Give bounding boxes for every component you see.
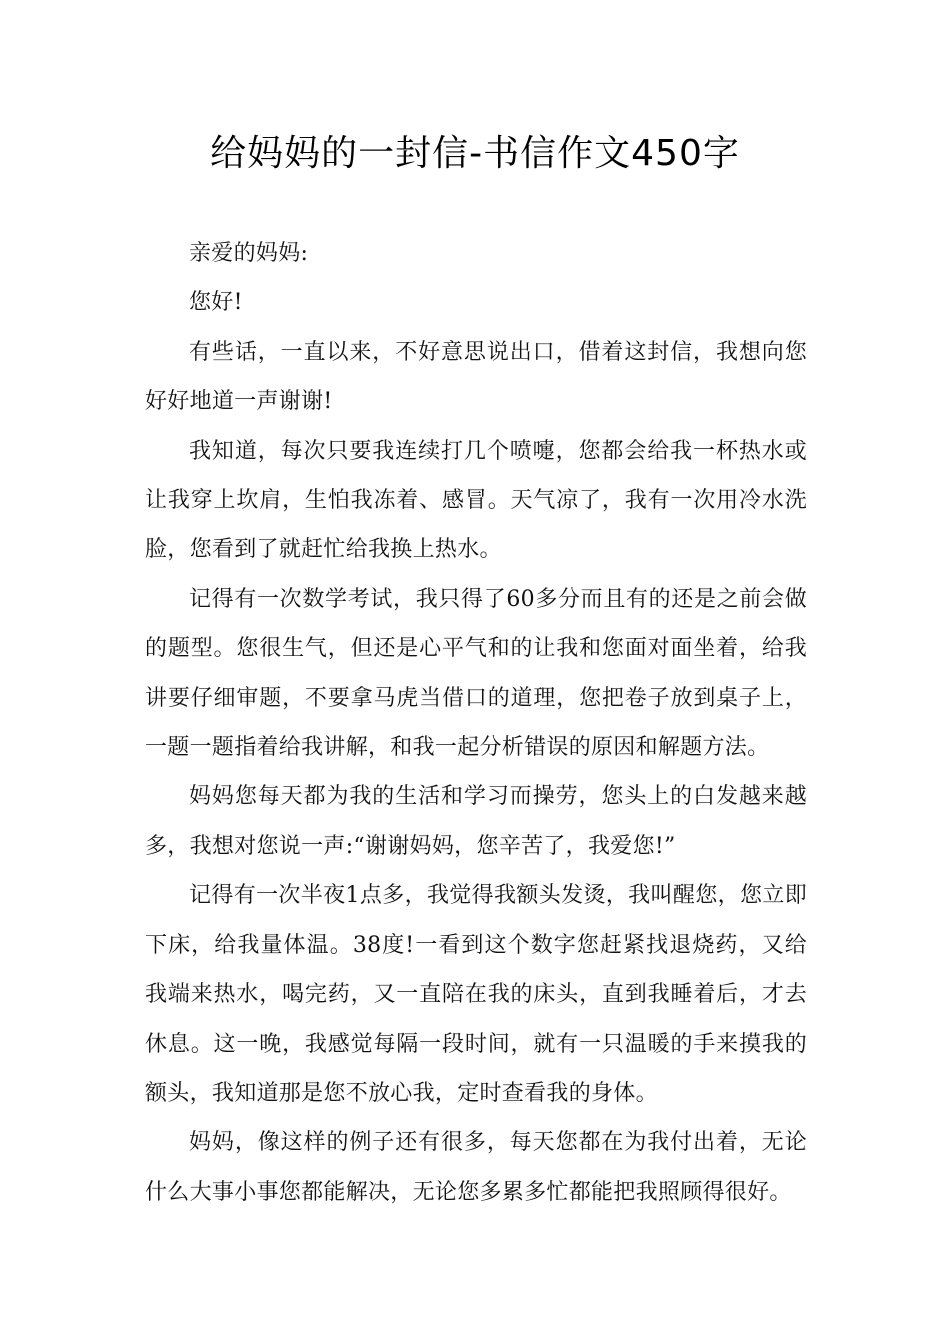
paragraph: 记得有一次半夜1点多，我觉得我额头发烫，我叫醒您，您立即下床，给我量体温。38度!一看到这个数字您赶紧找退烧药，又给我端来热水，喝完药，又一直陪在我的床头，直到我睡着后，才去休息。这一晚，我感觉每隔一段时间，就有一只温暖的手来摸我的额头，我知道那是您不放心我，定时查看我的身体。 bbox=[145, 883, 807, 1106]
document-title: 给妈妈的一封信-书信作文450字 bbox=[210, 133, 740, 174]
paragraph: 有些话，一直以来，不好意思说出口，借着这封信，我想向您好好地道一声谢谢! bbox=[145, 339, 807, 415]
salutation: 亲爱的妈妈: bbox=[189, 241, 309, 266]
letter-body bbox=[145, 229, 807, 1217]
paragraph: 我知道，每次只要我连续打几个喷嚏，您都会给我一杯热水或让我穿上坎肩，生怕我冻着、感冒。天气凉了，我有一次用冷水洗脸，您看到了就赶忙给我换上热水。 bbox=[145, 438, 807, 563]
paragraph: 妈妈，像这样的例子还有很多，每天您都在为我付出着，无论什么大事小事您都能解决，无论您多累多忙都能把我照顾得很好。 bbox=[145, 1130, 807, 1205]
paragraph: 妈妈您每天都为我的生活和学习而操劳，您头上的白发越来越多，我想对您说一声:“谢谢妈妈，您辛苦了，我爱您!” bbox=[145, 784, 807, 859]
paragraph: 记得有一次数学考试，我只得了60多分而且有的还是之前会做的题型。您很生气，但还是心平气和的让我和您面对面坐着，给我讲要仔细审题，不要拿马虎当借口的道理，您把卷子放到桌子上，一题一题指着给我讲解，和我一起分析错误的原因和解题方法。 bbox=[145, 586, 807, 761]
greeting: 您好! bbox=[189, 290, 243, 316]
